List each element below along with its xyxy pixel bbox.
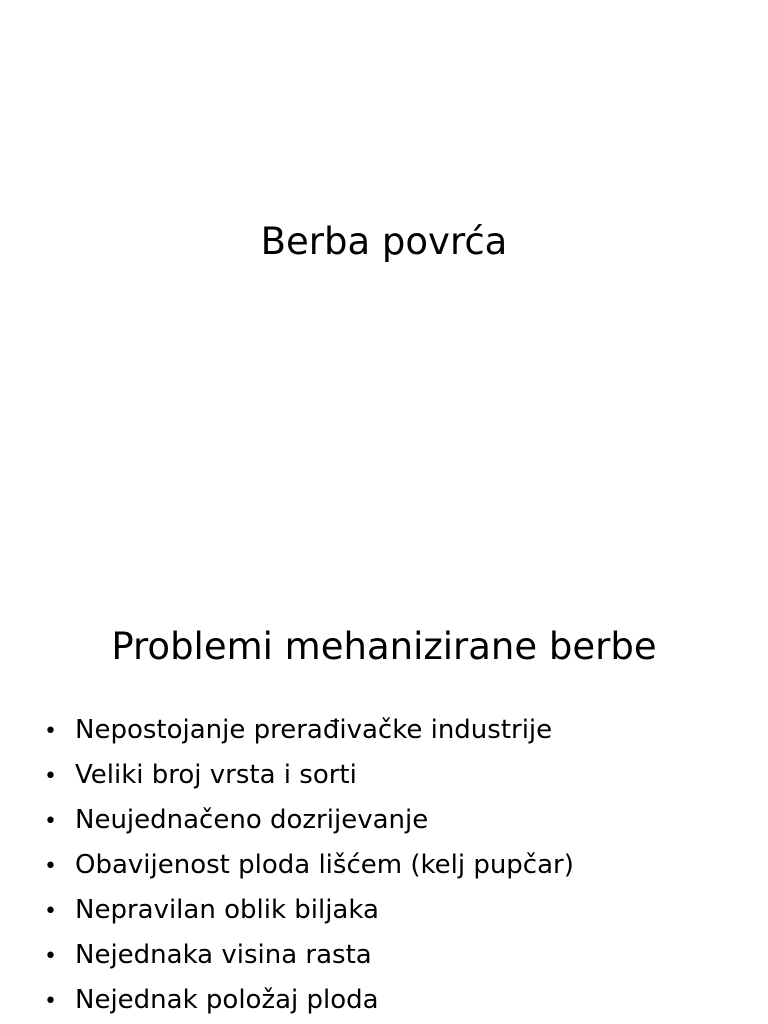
list-item [44, 978, 744, 1023]
list-item-text: Veliki broj vrsta i sorti [75, 760, 357, 790]
list-item [44, 798, 744, 843]
bullet-icon: • [44, 944, 57, 969]
bullet-icon: • [44, 854, 57, 879]
bullet-icon: • [44, 899, 57, 924]
list-item-text: Neujednačeno dozrijevanje [75, 805, 429, 835]
list-item [44, 888, 744, 933]
list-item-text: Nejednaka visina rasta [75, 940, 372, 970]
list-item-text: Nepravilan oblik biljaka [75, 895, 379, 925]
list-item [44, 933, 744, 978]
slide-title: Berba povrća [260, 220, 508, 263]
list-item [44, 708, 744, 753]
bullet-icon: • [44, 989, 57, 1014]
bullet-icon: • [44, 809, 57, 834]
bullet-list [44, 708, 744, 1023]
list-item-text: Nepostojanje prerađivačke industrije [75, 715, 553, 745]
bullet-icon: • [44, 764, 57, 789]
bullet-icon: • [44, 719, 57, 744]
list-item-text: Nejednak položaj ploda [75, 985, 379, 1015]
section-heading: Problemi mehanizirane berbe [111, 625, 657, 668]
list-item-text: Obavijenost ploda lišćem (kelj pupčar) [75, 850, 574, 880]
list-item [44, 843, 744, 888]
list-item [44, 753, 744, 798]
